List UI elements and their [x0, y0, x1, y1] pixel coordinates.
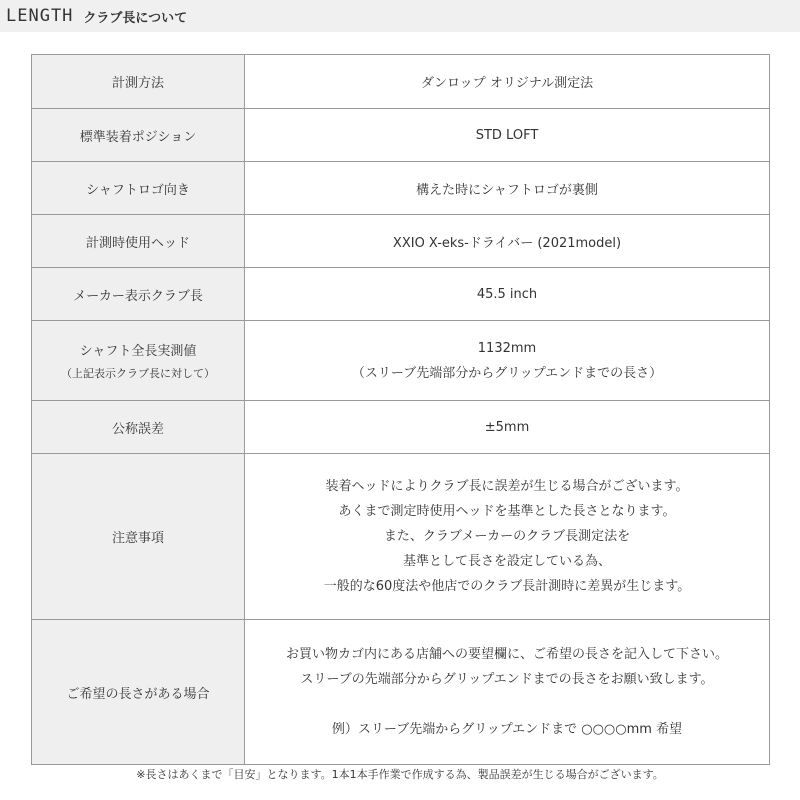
row-label-standard-position: 標準装着ポジション [32, 109, 245, 162]
row-value-tolerance: ±5mm [245, 401, 770, 454]
row-label-maker-club-length: メーカー表示クラブ長 [32, 268, 245, 321]
row-value-notes [245, 454, 770, 620]
row-value-standard-position: STD LOFT [245, 109, 770, 162]
row-label-measurement-head: 計測時使用ヘッド [32, 215, 245, 268]
row-label-shaft-total-length [32, 321, 245, 401]
table-row [32, 454, 770, 620]
table-row [32, 55, 770, 109]
row-value-shaft-total-length [245, 321, 770, 401]
value-line: （スリーブ先端部分からグリップエンドまでの長さ） [351, 365, 663, 381]
club-length-spec-table [31, 54, 770, 765]
row-label-shaft-total-length-sub: （上記表示クラブ長に対して） [61, 367, 215, 380]
section-title-jp: クラブ長について [83, 10, 188, 26]
row-value-measurement-method: ダンロップ オリジナル測定法 [245, 55, 770, 109]
value-line-spacer [245, 692, 769, 717]
section-title-en: LENGTH [6, 6, 74, 26]
table-row [32, 268, 770, 321]
table-row [32, 620, 770, 765]
row-value-measurement-head: XXIO X-eks-ドライバー (2021model) [245, 215, 770, 268]
value-line: 基準として長さを設定している為、 [402, 554, 611, 569]
row-value-maker-club-length: 45.5 inch [245, 268, 770, 321]
value-line: スリーブの先端部分からグリップエンドまでの長さをお願い致します。 [300, 672, 714, 687]
value-line: あくまで測定時使用ヘッドを基準とした長さとなります。 [338, 504, 676, 519]
value-line: 一般的な60度法や他店でのクラブ長計測時に差異が生じます。 [323, 579, 691, 594]
table-row [32, 162, 770, 215]
value-line: 1132mm [477, 340, 537, 356]
row-label-notes: 注意事項 [32, 454, 245, 620]
table-row [32, 321, 770, 401]
table-row [32, 215, 770, 268]
row-value-shaft-logo-direction: 構えた時にシャフトロゴが裏側 [245, 162, 770, 215]
section-header [0, 0, 800, 32]
row-label-desired-length: ご希望の長さがある場合 [32, 620, 245, 765]
row-label-tolerance: 公称誤差 [32, 401, 245, 454]
row-label-shaft-total-length-main: シャフト全長実測値 [79, 344, 197, 359]
value-line: 例）スリーブ先端からグリップエンドまで ○○○○mm 希望 [331, 722, 683, 737]
value-line: お買い物カゴ内にある店舗への要望欄に、ご希望の長さを記入して下さい。 [285, 647, 728, 662]
value-line: 装着ヘッドによりクラブ長に誤差が生じる場合がございます。 [325, 479, 689, 494]
table-row [32, 109, 770, 162]
row-label-shaft-logo-direction: シャフトロゴ向き [32, 162, 245, 215]
row-value-desired-length [245, 620, 770, 765]
value-line: また、クラブメーカーのクラブ長測定法を [383, 529, 631, 544]
table-row [32, 401, 770, 454]
row-label-measurement-method: 計測方法 [32, 55, 245, 109]
footnote: ※長さはあくまで「目安」となります。1本1本手作業で作成する為、製品誤差が生じる場合がございます。 [136, 768, 664, 781]
